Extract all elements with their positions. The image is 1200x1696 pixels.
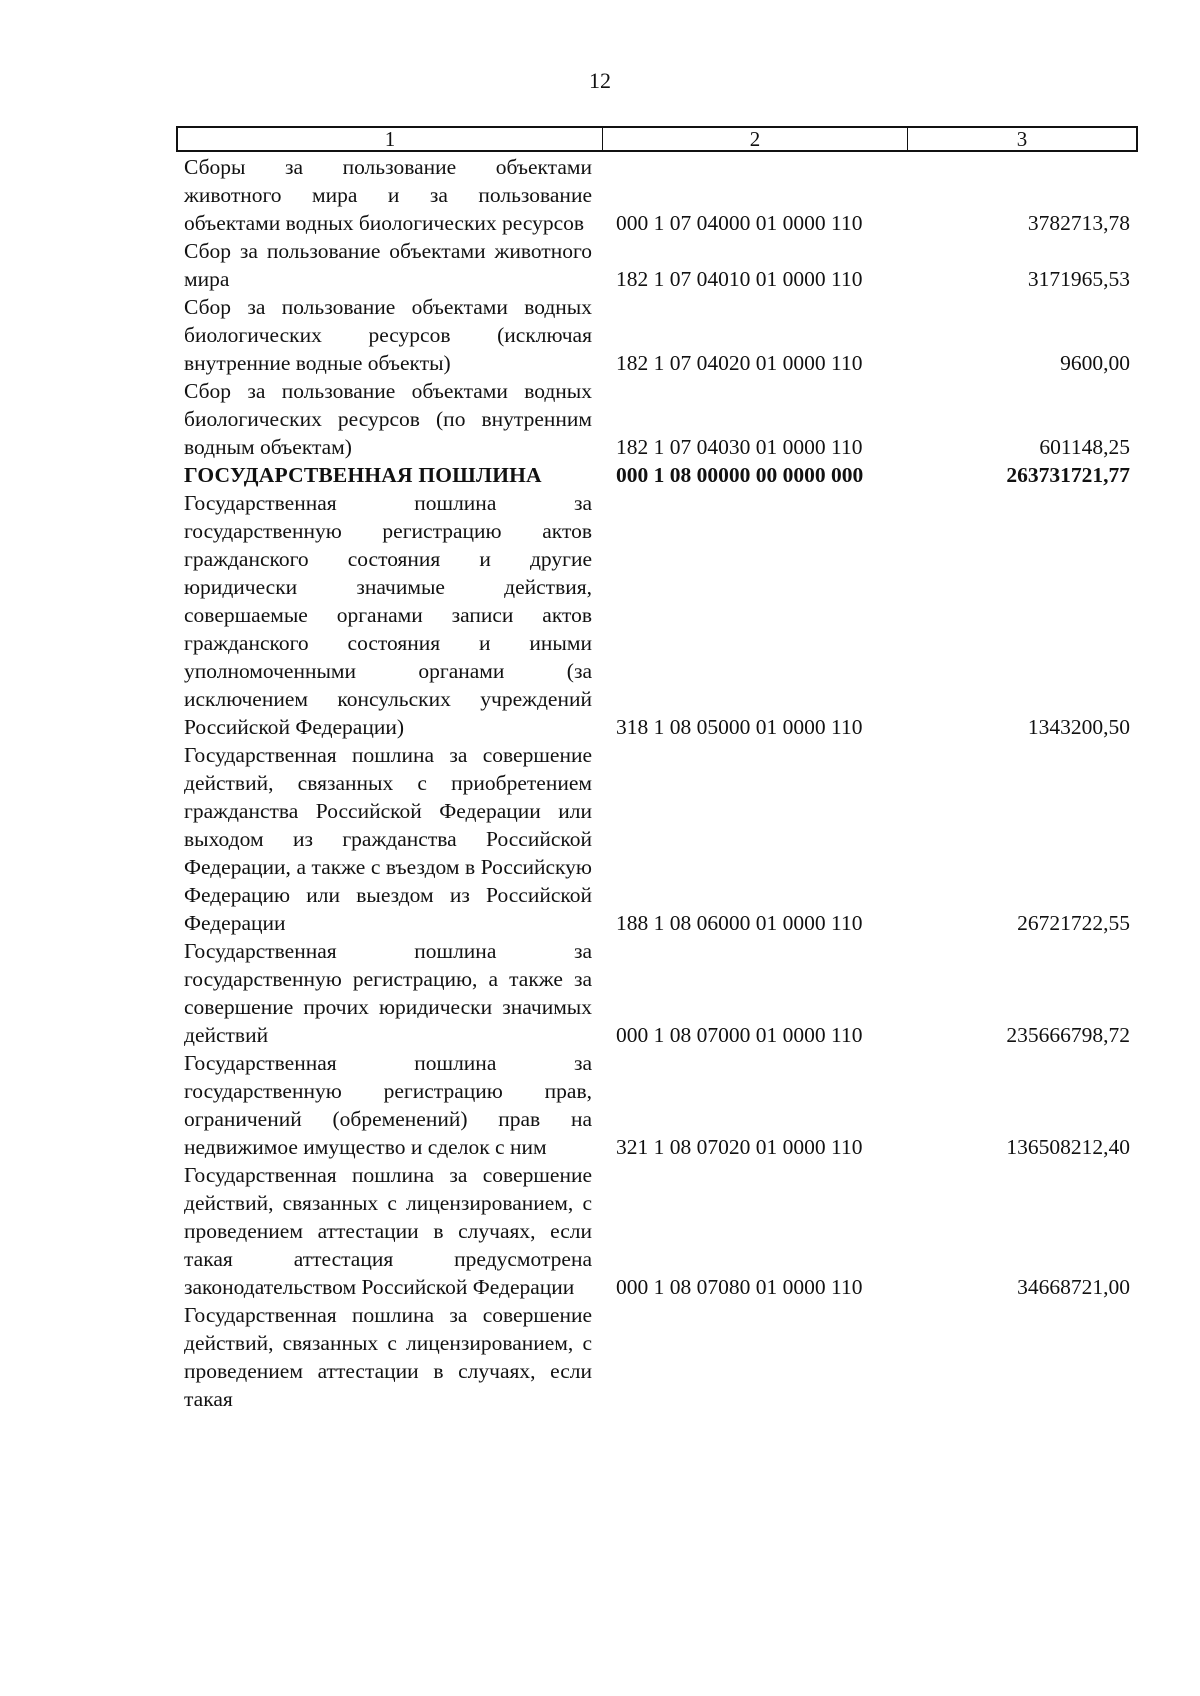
row-code: 188 1 08 06000 01 0000 110 <box>616 911 863 935</box>
row-sum: 9600,00 <box>1060 351 1130 375</box>
row-code: 000 1 08 00000 00 0000 000 <box>616 463 864 487</box>
table-header <box>176 126 1138 152</box>
row-name: Сбор за пользование объектами водных биологических ресурсов (исключая внутренние водные объекты) <box>184 295 592 375</box>
table-row <box>184 377 1130 461</box>
row-code: 000 1 08 07080 01 0000 110 <box>616 1275 863 1299</box>
row-sum: 3782713,78 <box>1027 211 1130 235</box>
row-sum: 601148,25 <box>1039 435 1130 459</box>
row-sum: 263731721,77 <box>1006 463 1130 487</box>
row-sum: 1343200,50 <box>1027 715 1130 739</box>
header-col-3: 3 <box>1016 126 1028 151</box>
row-name: Государственная пошлина за совершение действий, связанных с лицензированием, с проведением аттестации в случаях, если такая <box>184 1303 592 1411</box>
table-row-section-total <box>184 461 1130 489</box>
row-code: 321 1 08 07020 01 0000 110 <box>616 1135 863 1159</box>
row-code: 000 1 08 07000 01 0000 110 <box>616 1023 863 1047</box>
row-code: 182 1 07 04030 01 0000 110 <box>616 435 863 459</box>
table-row <box>184 153 1130 237</box>
row-code: 000 1 07 04000 01 0000 110 <box>616 211 863 235</box>
row-name: Сбор за пользование объектами водных биологических ресурсов (по внутренним водным объектам) <box>184 379 592 459</box>
header-col-1: 1 <box>178 128 603 150</box>
row-code: 182 1 07 04020 01 0000 110 <box>616 351 863 375</box>
row-code: 318 1 08 05000 01 0000 110 <box>616 715 863 739</box>
row-name: Сбор за пользование объектами животного мира <box>184 239 592 291</box>
table-row <box>184 1049 1130 1161</box>
header-col-2: 2 <box>603 128 908 150</box>
row-code: 182 1 07 04010 01 0000 110 <box>616 267 863 291</box>
row-sum: 136508212,40 <box>1006 1135 1130 1159</box>
row-name: Государственная пошлина за совершение действий, связанных с лицензированием, с проведением аттестации в случаях, если такая аттестация предусмотрена законодательством Российской Федерации <box>184 1163 592 1299</box>
row-name: Государственная пошлина за государственную регистрацию, а также за совершение прочих юридически значимых действий <box>184 939 592 1047</box>
row-sum: 235666798,72 <box>1006 1023 1130 1047</box>
row-name: Государственная пошлина за совершение действий, связанных с приобретением гражданства Российской Федерации или выходом из гражданства Российской Федерации, а также с въездом в Российскую Федерацию или выездом из Российской Федерации <box>184 743 592 935</box>
table-row-continued <box>184 1301 1130 1413</box>
table-row <box>184 741 1130 937</box>
table-body <box>184 153 1130 1413</box>
row-name: Государственная пошлина за государственную регистрацию актов гражданского состояния и другие юридически значимые действия, совершаемые органами записи актов гражданского состояния и иными уполномоченными органами (за исключением консульских учреждений Российской Федерации) <box>184 491 592 739</box>
table-row <box>184 237 1130 293</box>
row-sum: 3171965,53 <box>1027 267 1130 291</box>
row-sum: 26721722,55 <box>1017 911 1130 935</box>
row-name: Сборы за пользование объектами животного мира и за пользование объектами водных биологических ресурсов <box>184 155 592 235</box>
table-row <box>184 1161 1130 1301</box>
page-number: 12 <box>589 68 611 93</box>
row-name: Государственная пошлина за государственную регистрацию прав, ограничений (обременений) прав на недвижимое имущество и сделок с ним <box>184 1051 592 1159</box>
table-row <box>184 489 1130 741</box>
table-row <box>184 293 1130 377</box>
table-row <box>184 937 1130 1049</box>
row-name: ГОСУДАРСТВЕННАЯ ПОШЛИНА <box>184 463 542 487</box>
row-sum: 34668721,00 <box>1017 1275 1130 1299</box>
